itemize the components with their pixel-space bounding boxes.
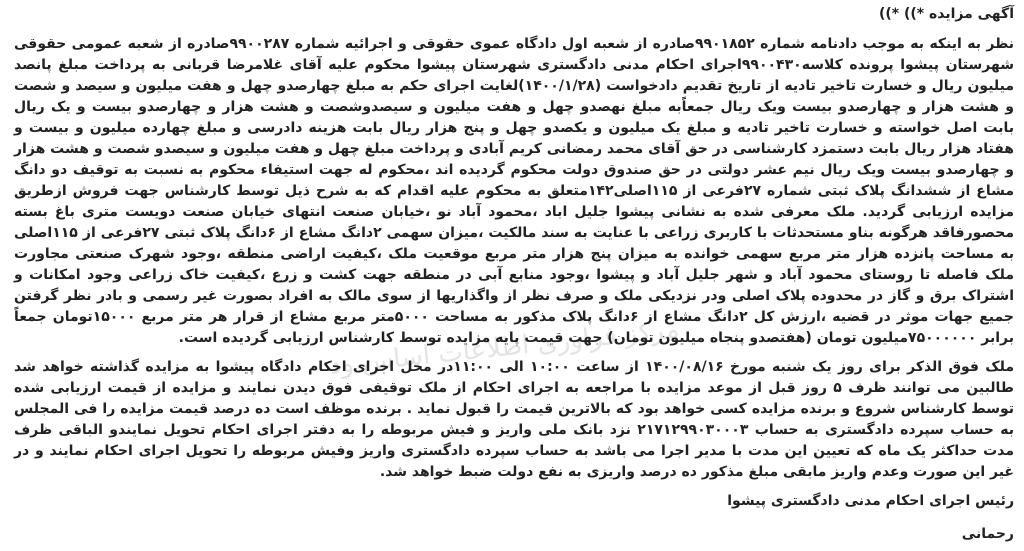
signature-name: رحمانی	[961, 526, 1014, 542]
auction-notice-document	[14, 4, 1014, 549]
notice-paragraph-2: ملک فوق الذکر برای روز یک شنبه مورخ ۱۴۰۰/۰۸/۱۶ از ساعت ۱۰:۰۰ الی ۱۱:۰۰در محل اجرای احکام دادگاه پیشوا به مزایده گذاشته خواهد شد طالبین می توانند ظرف ۵ روز قبل از موعد مزایده با مراجعه به اجرای احکام از ملک توقیفی فوق دیدن نمایند و مزایده از قیمت ارزیابی شده توسط کارشناس شروع و برنده مزایده کسی خواهد بود که بالاترین قیمت را قبول نماید . برنده موظف است ده درصد قیمت مزایده را فی المجلس به حساب سپرده دادگستری به حساب ۲۱۷۱۲۹۹۰۳۰۰۰۳ نزد بانک ملی واریز و فیش مربوطه را به دفتر اجرای احکام تحویل نمایندو الباقی ظرف مدت حداکثر یک ماه که تعیین این مدت با مدیر اجرا می باشد به حساب سپرده دادگستری واریز وفیش مربوطه را تحویل اجرای احکام نمایند و در غیر این صورت وعدم واریز مابقی مبلغ مذکور ده درصد واریزی به نفع دولت ضبط خواهد شد.	[14, 359, 1014, 480]
watermark-text: مرکز فراوری اطلاعات اساس وداده	[330, 314, 681, 385]
notice-paragraph-1: نظر به اینکه به موجب دادنامه شماره ۹۹۰۱۸۵۲صادره از شعبه اول دادگاه عموی حقوقی و اجرائیه شماره ۹۹۰۰۲۸۷صادره از شعبه عمومی حقوقی شهرستان پیشوا پرونده کلاسه۹۹۰۰۴۳۰اجرای احکام مدنی دادگستری شهرستان پیشوا محکوم علیه آقای غلامرضا قربانی به پرداخت مبلغ پانصد میلیون ریال و خسارت تاخیر تادیه از تاریخ تقدیم دادخواست (۱۴۰۰/۱/۲۸)لغایت اجرای حکم به مبلغ چهارصدو چهل و هفت میلیون و سیصد و شصت و هشت هزار و چهارصدو بیست ویک ریال جمعاًبه مبلغ نهصدو چهل و هفت میلیون و سیصدوشصت و هشت هزار و چهارصدو بیست و یک ریال بابت اصل خواسته و خسارت تاخیر تادیه و مبلغ یک میلیون و یکصدو چهل و پنج هزار ریال بابت هزینه دادرسی و مبلغ چهارده میلیون و بیست و هفتاد هزار ریال بابت دستمزد کارشناسی در حق آقای محمد رمضانی کریم آبادی و پرداخت مبلغ چهل و هفت میلیون و سیصدو شصت و هشت هزار و چهارصدو بیست ویک ریال نیم عشر دولتی در حق صندوق دولت محکوم گردیده اند ،محکوم له جهت استیفاء محکوم به نسبت به توقیف دو دانگ مشاع از ششدانگ پلاک ثبتی شماره ۲۷فرعی از ۱۱۵اصلی۱۴۲متعلق به محکوم علیه اقدام که به شرح ذیل توسط کارشناس جهت فروش ازطریق مزایده ارزیابی گردید. ملک معرفی شده به نشانی پیشوا جلیل اباد ،محمود آباد نو ،خیابان صنعت انتهای خیابان صنعت دویست متری باغ بسته محصورفاقد هرگونه بناو مستحدثات با کاربری زراعی با عنایت به سند مالکیت ،میزان سهمی ۲دانگ مشاع از ۶دانگ پلاک ثبتی ۲۷فرعی از ۱۱۵اصلی به مساحت پانزده هزار متر مربع سهمی خوانده به میزان پنج هزار متر مربع موقعیت ملک ،کیفیت اراضی منطقه ،وجود شهرک صنعتی مجاورت ملک فاصله تا روستای محمود آباد و شهر جلیل آباد و پیشوا ،وجود منابع آبی در منطقه جهت کشت و زرع ،کیفیت خاک زراعی وجود امکانات و اشتراک برق و گاز در محدوده پلاک اصلی ودر نزدیکی ملک و صرف نظر از واگذاریها از سوی مالک به افراد بصورت غیر رسمی و بادر نظر گرفتن جمیع جهات موثر در قضیه ،ارزش کل ۲دانگ مشاع از ۶دانگ پلاک مذکور به مساحت ۵۰۰۰متر مربع مشاع از قرار هر متر مربع ۱۵۰۰۰تومان جمعاً برابر ۷۵۰۰۰۰۰۰میلیون تومان (هفتصدو پنجاه میلیون تومان) جهت قیمت پایه مزایده توسط کارشناس ارزیابی گردیده است.	[14, 36, 1015, 346]
signature-office: رئیس اجرای احکام مدنی دادگستری پیشوا	[727, 493, 1014, 509]
notice-title: آگهی مزایده *)) *))	[879, 6, 1014, 22]
